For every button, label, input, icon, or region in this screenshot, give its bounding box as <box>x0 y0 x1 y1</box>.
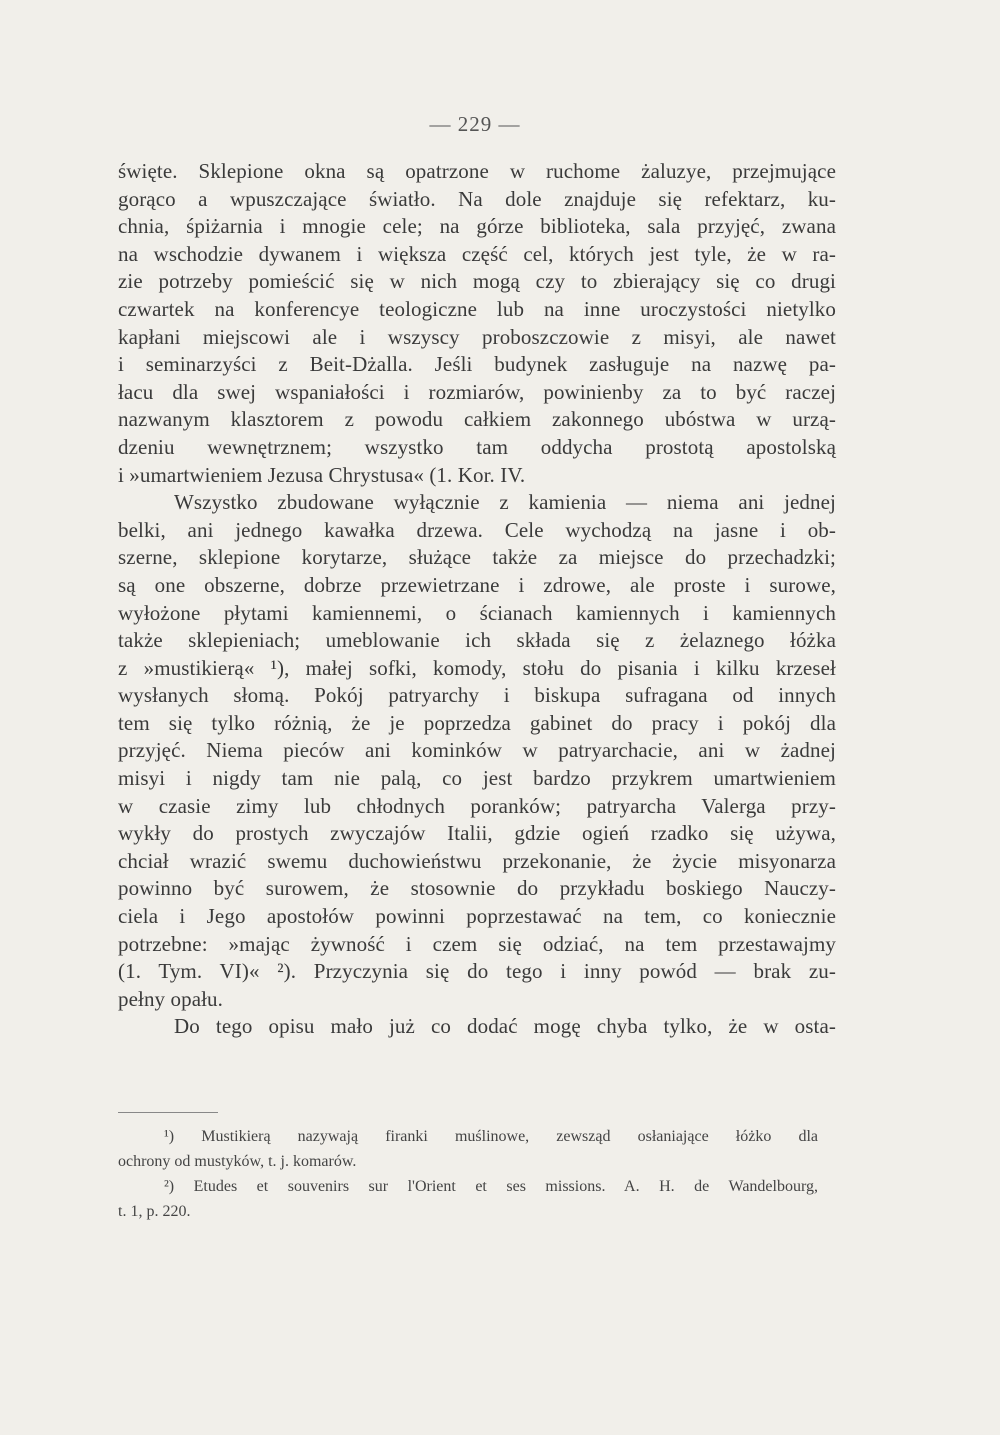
text-line: i seminarzyści z Beit-Dżalla. Jeśli budynek zasługuje na nazwę pa- <box>118 352 836 377</box>
text-line: pełny opału. <box>118 986 224 1011</box>
text-line: z »mustikierą« ¹), małej sofki, komody, stołu do pisania i kilku krzeseł <box>118 655 836 680</box>
text-line: łacu dla swej wspaniałości i rozmiarów, powinienby za to być raczej <box>118 379 836 404</box>
text-line: kapłani miejscowi ale i wszyscy proboszczowie z misyi, ale nawet <box>118 324 836 349</box>
text-line: Do tego opisu mało już co dodać mogę chyba tylko, że w osta- <box>174 1014 836 1039</box>
text-line: i »umartwieniem Jezusa Chrystusa« (1. Kor. IV. <box>118 462 526 487</box>
footnotes <box>118 1124 818 1224</box>
text-line: wyłożone płytami kamiennemi, o ścianach kamiennych i kamiennych <box>118 600 836 625</box>
text-line: także sklepieniach; umeblowanie ich składa się z żelaznego łóżka <box>118 628 836 653</box>
text-line: wysłanych słomą. Pokój patryarchy i biskupa sufragana od innych <box>118 683 836 708</box>
text-line: chciał wrazić swemu duchowieństwu przekonanie, że życie misyonarza <box>118 848 836 873</box>
footnote-line: ¹) Mustikierą nazywają firanki muślinowe, zewsząd osłaniające łóżko dla <box>164 1128 818 1145</box>
text-line: święte. Sklepione okna są opatrzone w ruchome żaluzye, przejmujące <box>118 159 836 183</box>
footnote-line: ²) Etudes et souvenirs sur l'Orient et ses missions. A. H. de Wandelbourg, <box>164 1178 818 1195</box>
text-line: gorąco a wpuszczające światło. Na dole znajduje się refektarz, ku- <box>118 186 836 211</box>
text-line: chnia, śpiżarnia i mnogie cele; na górze biblioteka, sala przyjęć, zwana <box>118 214 836 239</box>
text-line: na wschodzie dywanem i większa część cel, których jest tyle, że w ra- <box>118 241 836 266</box>
text-line: czwartek na konferencye teologiczne lub na inne uroczystości nietylko <box>118 296 836 321</box>
text-line: powinno być surowem, że stosownie do przykładu boskiego Nauczy- <box>118 876 836 901</box>
text-line: potrzebne: »mając żywność i czem się odziać, na tem przestawajmy <box>118 931 836 956</box>
page-number: — 229 — <box>429 112 521 136</box>
text-line: belki, ani jednego kawałka drzewa. Cele wychodzą na jasne i ob- <box>118 517 836 542</box>
text-line: ciela i Jego apostołów powinni poprzestawać na tem, co koniecznie <box>118 904 836 929</box>
text-line: (1. Tym. VI)« ²). Przyczynia się do tego i inny powód — brak zu- <box>118 959 836 984</box>
text-line: przyjęć. Niema pieców ani kominków w patryarchacie, ani w żadnej <box>118 738 836 763</box>
text-line: szerne, sklepione korytarze, służące także za miejsce do przechadzki; <box>118 545 836 570</box>
text-line: Wszystko zbudowane wyłącznie z kamienia — niema ani jednej <box>174 490 836 515</box>
footnote-separator <box>118 1112 218 1113</box>
text-line: są one obszerne, dobrze przewietrzane i zdrowe, ale proste i surowe, <box>118 572 836 597</box>
text-line: nazwanym klasztorem z powodu całkiem zakonnego ubóstwa w urzą- <box>118 407 836 432</box>
footnote-line: ochrony od mustyków, t. j. komarów. <box>118 1153 357 1170</box>
text-line: wykły do prostych zwyczajów Italii, gdzie ogień rzadko się używa, <box>118 821 836 846</box>
text-line: zie potrzeby pomieścić się w nich mogą czy to zbierający się co drugi <box>118 269 836 294</box>
text-line: misyi i nigdy tam nie palą, co jest bardzo przykrem umartwieniem <box>118 766 836 791</box>
text-line: dzeniu wewnętrznem; wszystko tam oddycha prostotą apostolską <box>118 434 836 459</box>
body-text <box>118 158 836 1041</box>
text-line: tem się tylko różnią, że je poprzedza gabinet do pracy i pokój dla <box>118 710 836 735</box>
text-line: w czasie zimy lub chłodnych poranków; patryarcha Valerga przy- <box>118 793 836 818</box>
footnote-line: t. 1, p. 220. <box>118 1203 191 1220</box>
